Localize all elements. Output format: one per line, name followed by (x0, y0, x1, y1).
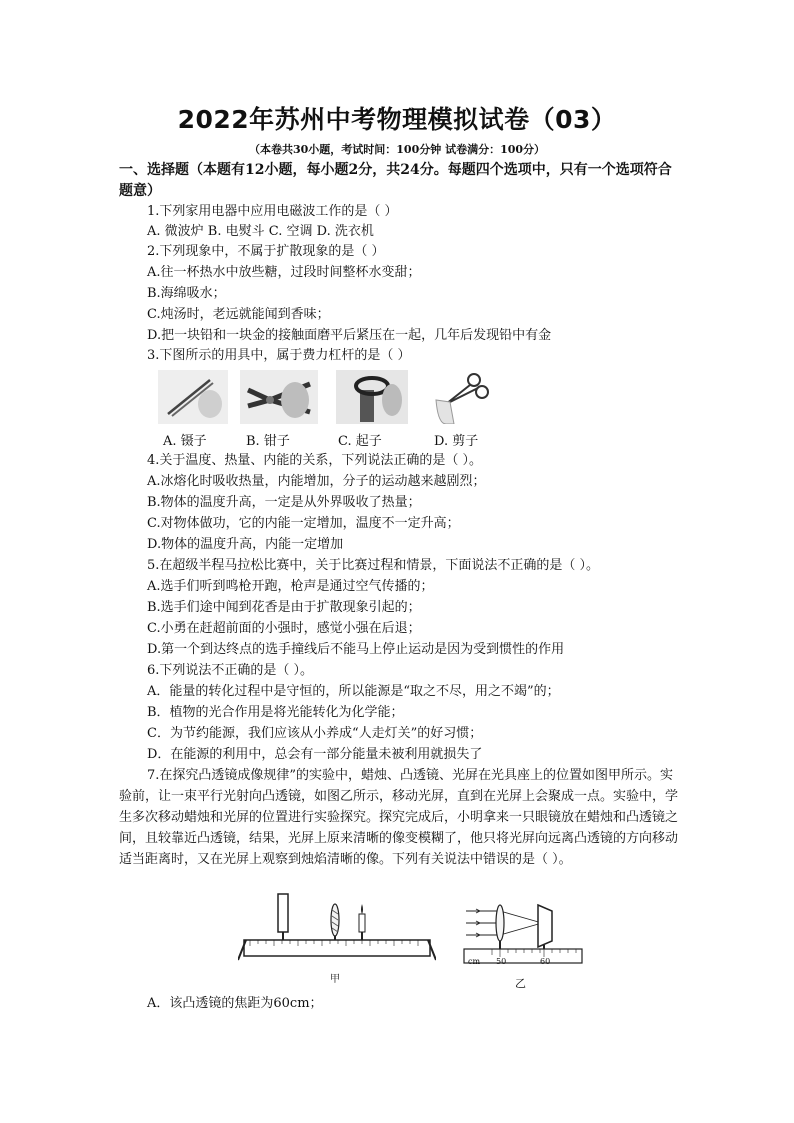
q5-option-c: C.小勇在赶超前面的小强时，感觉小强在后退； (147, 621, 421, 636)
q3-caption-a: A. 镊子 (163, 434, 207, 449)
q4-option-a: A.冰熔化时吸收热量，内能增加，分子的运动越来越剧烈； (147, 474, 486, 489)
tweezers-icon (158, 370, 228, 424)
q7-option-a: A．该凸透镜的焦距为60cm； (147, 996, 323, 1011)
q5-option-d: D.第一个到达终点的选手撞线后不能马上停止运动是因为受到惯性的作用 (147, 642, 565, 657)
q3-caption-b: B. 钳子 (246, 434, 290, 449)
section-heading: 一、选择题（本题有12小题，每小题2分，共24分。每题四个选项中，只有一个选项符合题意） (119, 162, 672, 199)
q3-caption-c: C. 起子 (338, 434, 382, 449)
q5-option-b: B.选手们途中闻到花香是由于扩散现象引起的； (147, 600, 421, 615)
q2-option-b: B.海绵吸水； (147, 286, 226, 301)
exam-info: （本卷共30小题，考试时间：100分钟 试卷满分：100分） (248, 143, 546, 156)
q5-option-a: A.选手们听到鸣枪开跑，枪声是通过空气传播的； (147, 579, 434, 594)
figure-label-jia: 甲 (330, 974, 340, 985)
q3-caption-d: D. 剪子 (434, 434, 479, 449)
bottle-opener-icon (336, 370, 408, 424)
ruler-unit-label: cm (468, 957, 481, 966)
q2-option-d: D.把一块铅和一块金的接触面磨平后紧压在一起，几年后发现铅中有金 (147, 328, 552, 343)
page-title: 2022年苏州中考物理模拟试卷（03） (177, 105, 617, 134)
figure-label-yi: 乙 (515, 977, 526, 990)
q7-stem: 7.在探究凸透镜成像规律”的实验中，蜡烛、凸透镜、光屏在光具座上的位置如图甲所示。实验前，让一束平行光射向凸透镜，如图乙所示，移动光屏，直到在光屏上会聚成一点。实验中，学生多次移动蜡烛和光屏的位置进行实验探究。探究完成后，小明拿来一只眼镜放在蜡烛和凸透镜之间，且较靠近凸透镜，结果，光屏上原来清晰的像变模糊了，他只将光屏向远离凸透镜的方向移动适当距离时，又在光屏上观察到烛焰清晰的像。下列有关说法中错误的是（ ）。 (119, 768, 679, 867)
ruler-tick-50: 50 (496, 957, 507, 966)
q4-option-b: B.物体的温度升高，一定是从外界吸收了热量； (147, 495, 421, 510)
q6-option-d: D．在能源的利用中，总会有一部分能量未被利用就损失了 (147, 747, 483, 762)
q2-option-a: A.往一杯热水中放些糖，过段时间整杯水变甜； (147, 265, 421, 280)
q3-stem: 3.下图所示的用具中，属于费力杠杆的是（ ） (147, 348, 411, 363)
scissors-icon (428, 370, 492, 424)
q5-stem: 5.在超级半程马拉松比赛中，关于比赛过程和情景，下面说法不正确的是（ ）。 (147, 558, 600, 573)
q2-option-c: C.炖汤时，老远就能闻到香味； (147, 307, 330, 322)
q4-stem: 4.关于温度、热量、内能的关系，下列说法正确的是（ ）。 (147, 453, 483, 468)
q6-option-a: A．能量的转化过程中是守恒的，所以能源是“取之不尽，用之不竭”的； (147, 684, 560, 699)
q6-option-b: B．植物的光合作用是将光能转化为化学能； (147, 705, 404, 720)
q2-stem: 2.下列现象中，不属于扩散现象的是（ ） (147, 244, 385, 259)
lens-focus-figure (462, 895, 584, 967)
q4-option-c: C.对物体做功，它的内能一定增加，温度不一定升高； (147, 516, 460, 531)
q4-option-d: D.物体的温度升高，内能一定增加 (147, 537, 344, 552)
q1-stem: 1.下列家用电器中应用电磁波工作的是（ ） (147, 204, 398, 219)
pliers-icon (240, 370, 318, 424)
q6-stem: 6.下列说法不正确的是（ ）。 (147, 663, 314, 678)
q1-options: A. 微波炉 B. 电熨斗 C. 空调 D. 洗衣机 (147, 224, 374, 239)
q6-option-c: C．为节约能源，我们应该从小养成“人走灯关”的好习惯； (147, 726, 483, 741)
optical-bench-figure (238, 888, 436, 968)
ruler-tick-60: 60 (540, 957, 551, 966)
